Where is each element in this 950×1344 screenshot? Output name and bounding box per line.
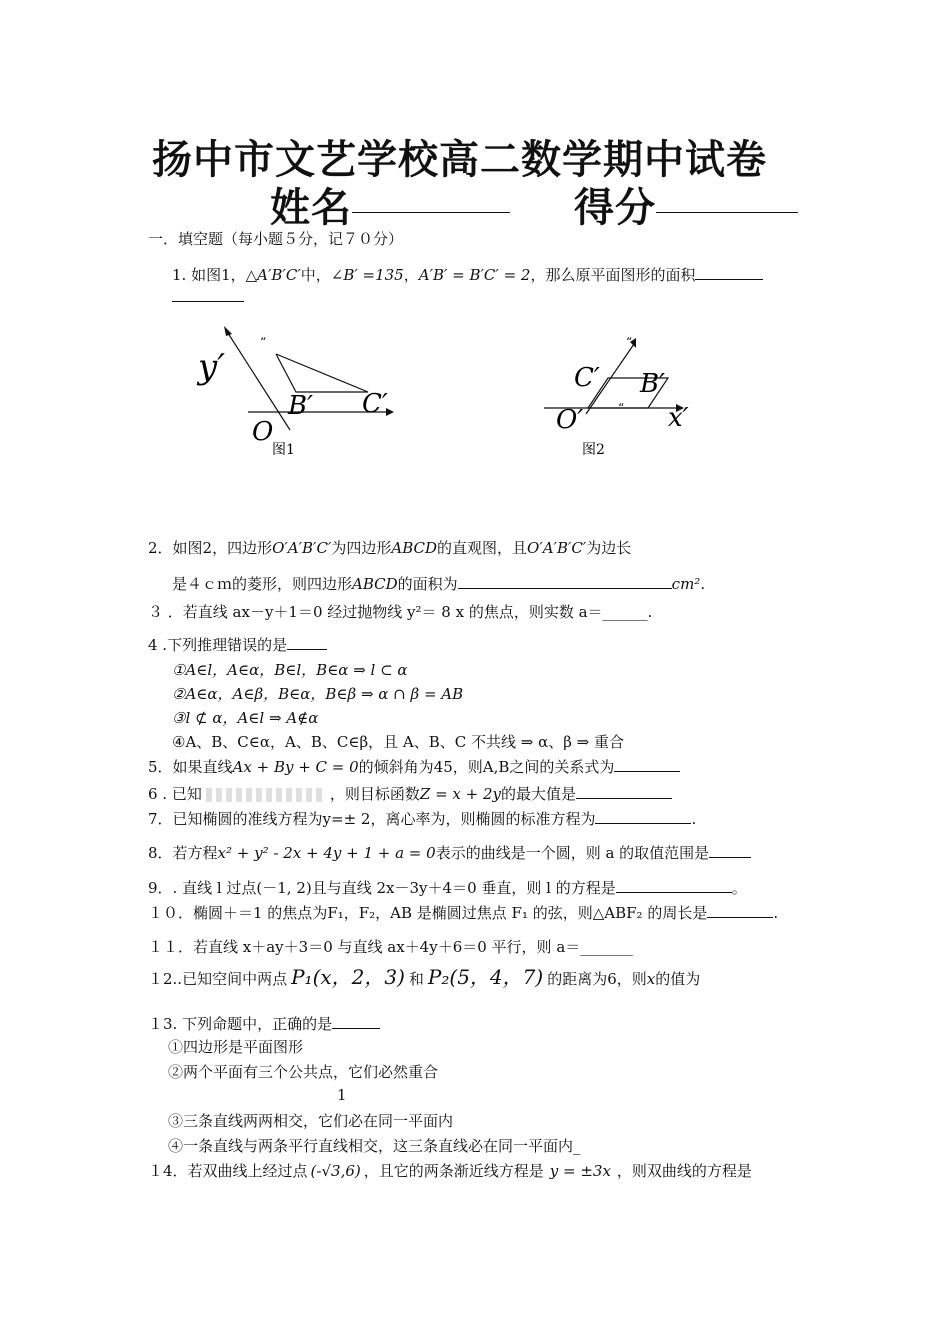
q13-option-1: ①四边形是平面图形 [168,1038,304,1056]
q2-text-b: 为四边形 [331,539,392,557]
q2-text-e: 是４ｃｍ的菱形，则四边形 [172,575,353,593]
q13-option-2: ②两个平面有三个公共点，它们必然重合 [168,1063,439,1081]
q10-tail: . [773,904,779,922]
q8-equation: x² + y² - 2x + 4y + 1 + a = 0 [217,844,436,862]
question-13 [148,1013,380,1034]
q2-unit: cm²． [671,575,716,593]
q1-angle: ∠B′ =135 [330,266,404,284]
fig2-label-b: B′ [640,369,666,399]
q5-answer-blank[interactable] [614,757,680,772]
q13-answer-blank[interactable] [332,1014,380,1029]
fig1-y-axis [226,330,290,430]
q9-text: 9．. 直线 l 过点(－1, 2)且与直线 2x－3y＋4＝0 垂直，则 l 的方程是 [148,879,616,897]
q2-text-c: 的直观图，且 [437,539,528,557]
q5-angle: 45 [433,758,453,776]
fig2-mark-2: “ [618,401,625,415]
q14-text-a: １4．若双曲线上经过点 [148,1162,308,1180]
q8-answer-blank[interactable] [709,843,751,858]
fig2-label-c: C′ [574,363,600,393]
q1-text-b: 中， [300,266,331,284]
q4-stem: 4 .下列推理错误的是 [148,636,288,654]
score-blank[interactable] [656,212,798,213]
q8-text-b: 表示的曲线是一个圆，则 a 的取值范围是 [435,844,710,862]
q4-option-3: ③l ⊄ α，A∈l ⇒ A∉α [172,709,319,727]
question-6 [148,783,672,804]
q13-stem: １3. 下列命题中，正确的是 [148,1015,333,1033]
q7-answer-blank[interactable] [595,809,691,824]
q14-asymptote: y = ±3x [549,1162,611,1180]
q9-tail: 。 [731,879,747,897]
q10-text: １０．椭圆＋＝1 的焦点为F₁，F₂，AB 是椭圆过焦点 F₁ 的弦，则△ABF₂ 的周长是 [148,904,708,922]
fig2-label-x: x′ [668,403,689,433]
fig1-label-y: y′ [198,347,225,387]
page-title: 扬中市文艺学校高二数学期中试卷 [152,137,767,183]
q8-text-a: 8．若方程 [148,844,218,862]
q1-equality: A′B′ = B′C′ = 2 [418,266,531,284]
question-1 [172,264,763,285]
q6-system-image [206,788,326,802]
fig2-label-o: O′ [556,405,584,435]
question-10 [148,902,778,923]
q12-var: x [646,970,656,988]
q5-text-c: ，则A,B之间的关系式为 [452,758,615,776]
fig2-caption: 图2 [582,442,605,458]
q4-answer-blank[interactable] [287,635,327,650]
q6-text-b: ，则目标函数 [329,785,420,803]
fig1-y-arrow-head [224,326,232,336]
fig2-mark: “ [626,335,633,349]
q1-text-d: ，那么原平面图形的面积 [530,266,696,284]
question-2-line-2 [172,573,715,594]
q12-and: 和 [408,970,424,988]
question-3: ３ ．若直线 ax－y＋1＝0 经过抛物线 y²＝ 8 x 的焦点，则实数 a＝______. [148,603,653,621]
figure-1 [190,320,420,460]
q4-option-1: ①A∈l，A∈α，B∈l，B∈α ⇒ l ⊂ α [172,661,408,679]
question-4 [148,634,327,655]
q1-triangle: A′B′C′ [257,266,301,284]
q2-text-a: 2．如图2，四边形 [148,539,273,557]
score-label: 得分 [574,185,656,231]
fig1-label-c: C′ [362,389,388,419]
q12-point-2: P₂(5，4，7) [427,965,544,989]
q2-text-d: 为边长 [586,539,632,557]
fig1-mark: “ [260,335,267,349]
q6-objective: Z = x + 2y [419,785,501,803]
name-label: 姓名 [270,185,352,231]
q14-text-b: ，且它的两条渐近线方程是 [363,1162,544,1180]
q14-text-c: ，则双曲线的方程是 [616,1162,752,1180]
q4-option-2: ②A∈α，A∈β，B∈α，B∈β ⇒ α ∩ β = AB [172,685,464,703]
q10-answer-blank[interactable] [707,903,773,918]
figure-2 [540,330,720,460]
q1-answer-blank-cont[interactable] [172,301,244,302]
question-14 [148,1160,752,1181]
q13-option-4: ④一条直线与两条平行直线相交，这三条直线必在同一平面内_ [168,1137,581,1155]
q2-quad-2: O′A′B′C′ [527,539,587,557]
q12-point-1: P₁(x，2，3) [291,965,405,989]
section-heading: 一．填空题（每小题５分，记７０分） [148,230,404,248]
question-8 [148,842,751,863]
q5-text-a: 5．如果直线 [148,758,233,776]
q6-answer-blank[interactable] [576,784,672,799]
q14-point: (-√3,6) [310,1162,361,1180]
question-7: 7．已知椭圆的准线方程为y=± 2，离心率为，则椭圆的标准方程为 . [148,810,697,828]
q12-text-d: 的值为 [655,970,701,988]
q12-distance: 6 [607,970,617,988]
q13-option-3: ③三条直线两两相交，它们必在同一平面内 [168,1112,454,1130]
fig1-triangle [276,354,368,392]
q4-option-4: ④A、B、C∈α，A、B、C∈β，且 A、B、C 不共线 ⇒ α、β ⇒ 重合 [172,733,625,751]
q12-text-c: ，则 [616,970,647,988]
q5-text-b: 的倾斜角为 [358,758,434,776]
q2-abcd: ABCD [391,539,438,557]
q2-abcd-2: ABCD [352,575,398,593]
fig1-label-o: O [252,417,274,447]
q5-equation: Ax + By + C = 0 [232,758,359,776]
page-number: 1 [337,1086,347,1104]
q1-text-c: ， [403,266,419,284]
question-9 [148,877,747,898]
question-5 [148,756,680,777]
question-11: １１．若直线 x＋ay＋3＝0 与直线 ax＋4y＋6＝0 平行，则 a＝_______ [148,938,633,956]
q6-text-a: 6 . 已知 [148,785,202,803]
q12-text-b: 的距离为 [547,970,608,988]
q2-text-f: 的面积为 [397,575,458,593]
name-blank[interactable] [352,212,510,213]
q12-text-a: １2..已知空间中两点 [148,970,288,988]
q2-answer-blank[interactable] [458,574,672,589]
question-2-line-1 [148,537,631,558]
q6-text-c: 的最大值是 [500,785,576,803]
q1-text-a: 1. 如图1，△ [172,266,258,284]
q1-answer-blank[interactable] [695,265,763,280]
question-12 [148,961,700,990]
q2-quad: O′A′B′C′ [272,539,332,557]
q7-text: 7．已知椭圆的准线方程为y=± 2，离心率为，则椭圆的标准方程为 [148,810,596,828]
fig1-label-b: B′ [288,391,314,421]
fig1-caption: 图1 [272,442,295,458]
q9-answer-blank[interactable] [616,878,732,893]
